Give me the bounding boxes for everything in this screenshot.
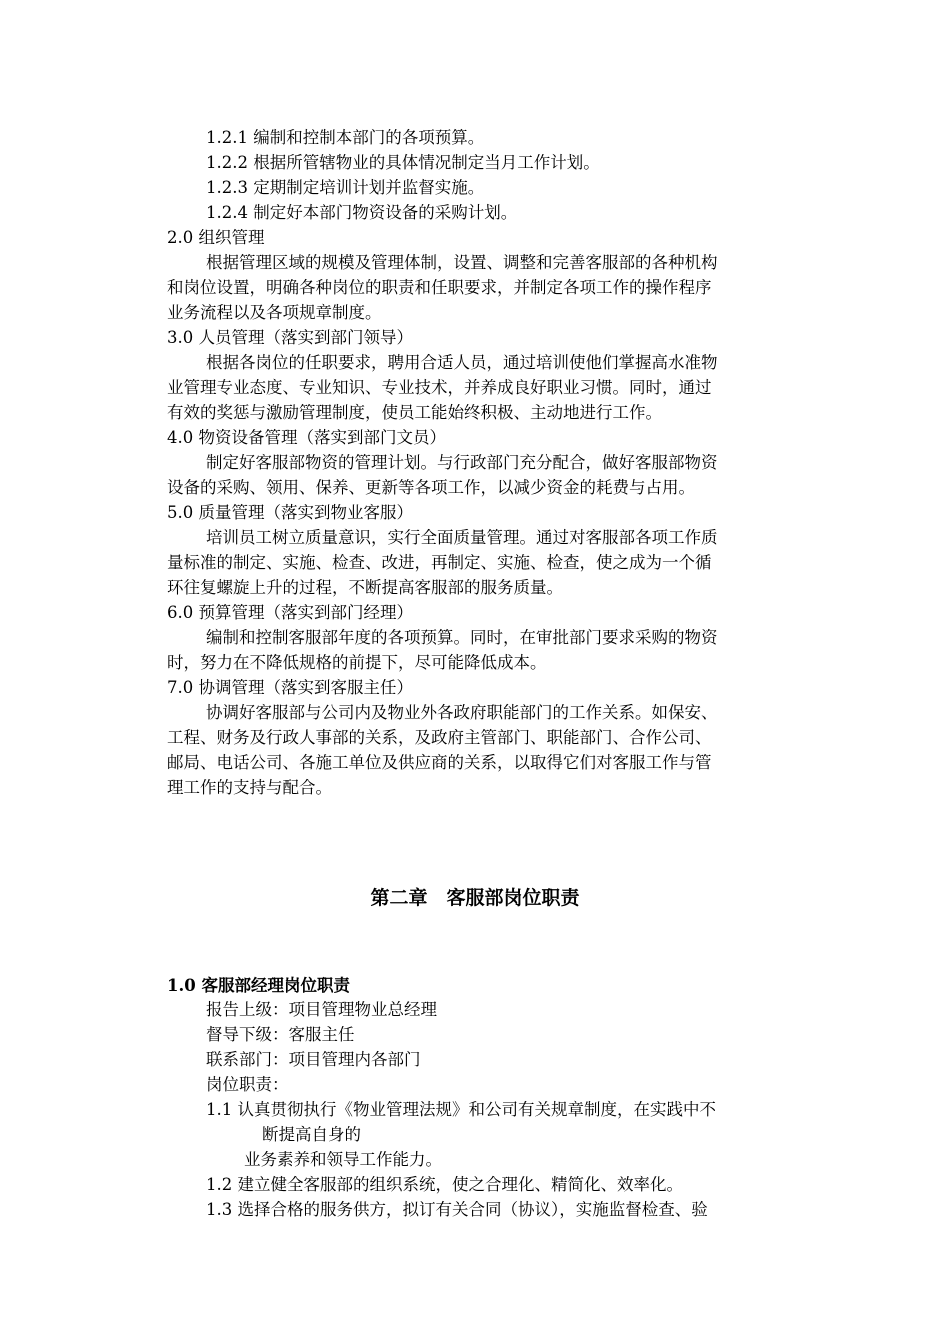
- text-line: 根据管理区域的规模及管理体制，设置、调整和完善客服部的各种机构: [206, 253, 718, 272]
- text-line: 有效的奖惩与激励管理制度，使员工能始终积极、主动地进行工作。: [167, 403, 662, 422]
- text-line: 量标准的制定、实施、检查、改进，再制定、实施、检查，使之成为一个循: [167, 553, 712, 572]
- text-line: 业务素养和领导工作能力。: [244, 1150, 442, 1169]
- text-line: 理工作的支持与配合。: [167, 778, 332, 797]
- text-line: 业管理专业态度、专业知识、专业技术，并养成良好职业习惯。同时，通过: [167, 378, 712, 397]
- text-line: 制定好客服部物资的管理计划。与行政部门充分配合，做好客服部物资: [206, 453, 718, 472]
- text-line: 环往复螺旋上升的过程，不断提高客服部的服务质量。: [167, 578, 563, 597]
- text-line: 断提高自身的: [262, 1125, 361, 1144]
- section-heading: 2.0 组织管理: [167, 228, 265, 247]
- section-heading: 4.0 物资设备管理（落实到部门文员）: [167, 428, 446, 447]
- text-line: 1.3 选择合格的服务供方，拟订有关合同（协议），实施监督检查、验: [206, 1200, 708, 1219]
- section-heading: 7.0 协调管理（落实到客服主任）: [167, 678, 413, 697]
- text-line: 1.2 建立健全客服部的组织系统，使之合理化、精简化、效率化。: [206, 1175, 683, 1194]
- text-line: 工程、财务及行政人事部的关系，及政府主管部门、职能部门、合作公司、: [167, 728, 712, 747]
- text-line: 1.2.4 制定好本部门物资设备的采购计划。: [206, 203, 518, 222]
- text-line: 时，努力在不降低规格的前提下，尽可能降低成本。: [167, 653, 547, 672]
- text-line: 设备的采购、领用、保养、更新等各项工作，以减少资金的耗费与占用。: [167, 478, 695, 497]
- text-line: 督导下级：客服主任: [206, 1025, 355, 1044]
- text-line: 培训员工树立质量意识，实行全面质量管理。通过对客服部各项工作质: [206, 528, 718, 547]
- text-line: 业务流程以及各项规章制度。: [167, 303, 382, 322]
- text-line: 和岗位设置，明确各种岗位的职责和任职要求，并制定各项工作的操作程序: [167, 278, 712, 297]
- chapter-title: 第二章 客服部岗位职责: [370, 887, 580, 909]
- text-line: 岗位职责：: [206, 1075, 289, 1094]
- text-line: 编制和控制客服部年度的各项预算。同时，在审批部门要求采购的物资: [206, 628, 718, 647]
- section-heading: 6.0 预算管理（落实到部门经理）: [167, 603, 413, 622]
- text-line: 联系部门：项目管理内各部门: [206, 1050, 421, 1069]
- text-line: 1.2.3 定期制定培训计划并监督实施。: [206, 178, 485, 197]
- text-line: 1.2.1 编制和控制本部门的各项预算。: [206, 128, 485, 147]
- text-line: 协调好客服部与公司内及物业外各政府职能部门的工作关系。如保安、: [206, 703, 718, 722]
- text-line: 根据各岗位的任职要求，聘用合适人员，通过培训使他们掌握高水准物: [206, 353, 718, 372]
- section-heading: 5.0 质量管理（落实到物业客服）: [167, 503, 413, 522]
- text-line: 报告上级：项目管理物业总经理: [206, 1000, 437, 1019]
- section-title: 1.0 客服部经理岗位职责: [167, 976, 350, 995]
- text-line: 1.2.2 根据所管辖物业的具体情况制定当月工作计划。: [206, 153, 600, 172]
- section-heading: 3.0 人员管理（落实到部门领导）: [167, 328, 413, 347]
- text-line: 1.1 认真贯彻执行《物业管理法规》和公司有关规章制度，在实践中不: [206, 1100, 716, 1119]
- text-line: 邮局、电话公司、各施工单位及供应商的关系，以取得它们对客服工作与管: [167, 753, 712, 772]
